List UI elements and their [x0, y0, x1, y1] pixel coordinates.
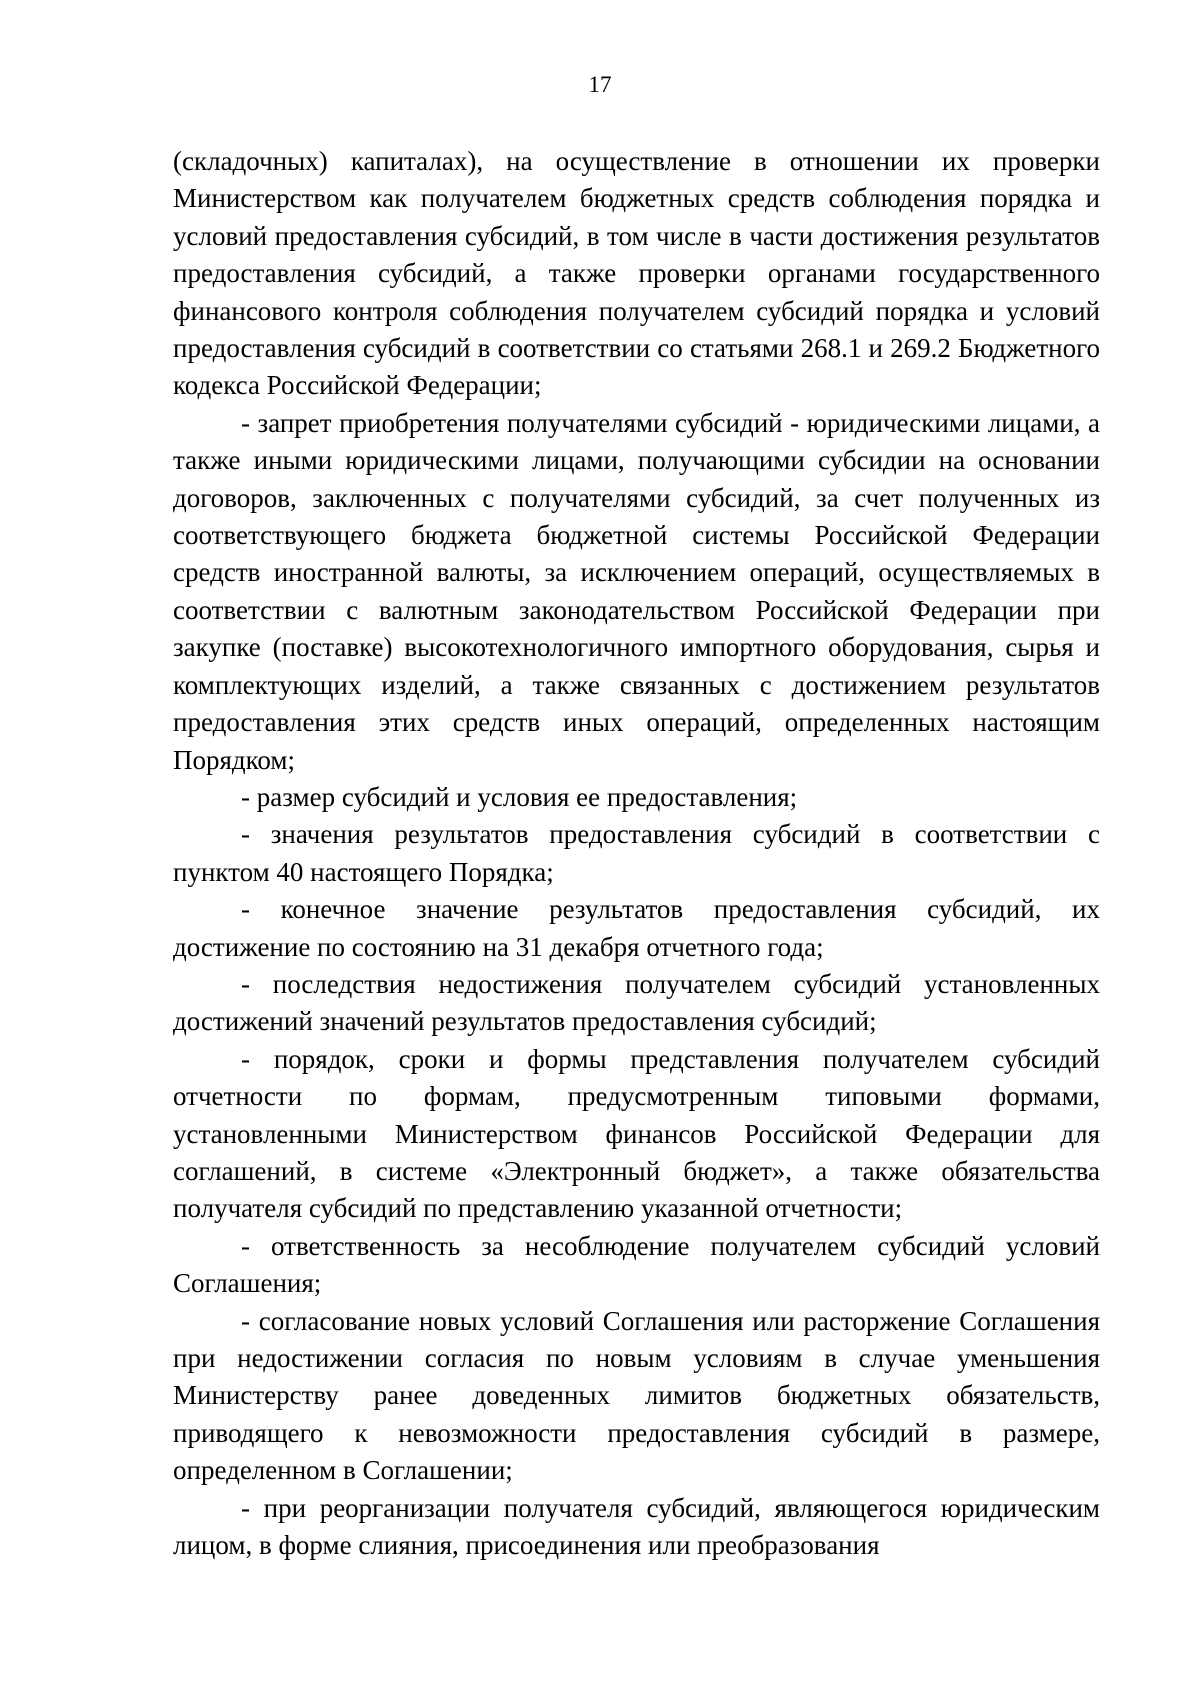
paragraph-responsibility: - ответственность за несоблюдение получателем субсидий условий Соглашения;	[173, 1230, 1100, 1299]
paragraph-new-conditions: - согласование новых условий Соглашения или расторжение Соглашения при недостижении согласия по новым условиям в случае уменьшения Министерству ранее доведенных лимитов бюджетных обязательств, приводящего к невозможности предоставления субсидий в размере, определенном в Соглашении;	[173, 1305, 1100, 1486]
paragraph-currency-ban: - запрет приобретения получателями субсидий - юридическими лицами, а также иными юридическими лицами, получающими субсидии на основании договоров, заключенных с получателями субсидий, за счет полученных из соответствующего бюджета бюджетной системы Российской Федерации средств иностранной валюты, за исключением операций, осуществляемых в соответствии с валютным законодательством Российской Федерации при закупке (поставке) высокотехнологичного импортного оборудования, сырья и комплектующих изделий, а также связанных с достижением результатов предоставления этих средств иных операций, определенных настоящим Порядком;	[173, 407, 1100, 775]
paragraph-result-values: - значения результатов предоставления субсидий в соответствии с пунктом 40 настоящего Порядка;	[173, 819, 1100, 887]
paragraph-consequences: - последствия недостижения получателем субсидий установленных достижений значений результатов предоставления субсидий;	[173, 968, 1100, 1037]
paragraph-final-value: - конечное значение результатов предоставления субсидий, их достижение по состоянию на 31 декабря отчетного года;	[173, 894, 1100, 962]
paragraph-reporting: - порядок, сроки и формы представления получателем субсидий отчетности по формам, предусмотренным типовыми формами, установленными Министерством финансов Российской Федерации для соглашений, в системе «Электронный бюджет», а также обязательства получателя субсидий по представлению указанной отчетности;	[173, 1043, 1100, 1224]
document-body	[173, 143, 1100, 1564]
paragraph-reorganization: - при реорганизации получателя субсидий, являющегося юридическим лицом, в форме слияния, присоединения или преобразования	[173, 1492, 1100, 1561]
paragraph-continuation: (складочных) капиталах), на осуществление в отношении их проверки Министерством как получателем бюджетных средств соблюдения порядка и условий предоставления субсидий, в том числе в части достижения результатов предоставления субсидий, а также проверки органами государственного финансового контроля соблюдения получателем субсидий порядка и условий предоставления субсидий в соответствии со статьями 268.1 и 269.2 Бюджетного кодекса Российской Федерации;	[173, 146, 1100, 401]
paragraph-subsidy-size: - размер субсидий и условия ее предоставления;	[241, 781, 798, 812]
page-number: 17	[588, 72, 612, 97]
